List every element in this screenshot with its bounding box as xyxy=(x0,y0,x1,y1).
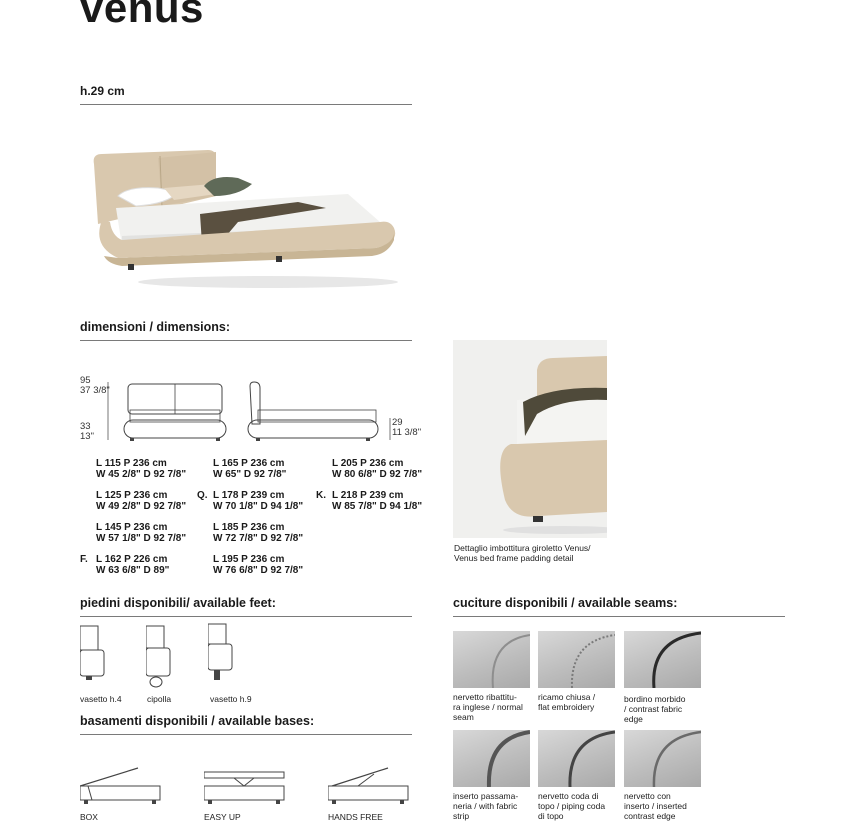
size-mark: K. xyxy=(316,490,326,501)
size-mark: Q. xyxy=(197,490,208,501)
seam-contrast-edge-image xyxy=(624,631,701,688)
seam-fabric-strip-image xyxy=(453,730,530,787)
detail-caption: Dettaglio imbottitura giroletto Venus/ Venus bed frame padding detail xyxy=(454,543,591,563)
size-entry: L 115 P 236 cm W 45 2/8" D 92 7/8" xyxy=(96,458,187,480)
foot-label: vasetto h.4 xyxy=(80,694,122,704)
divider xyxy=(80,340,412,341)
dimension-diagram xyxy=(100,376,392,448)
seam-label: ricamo chiusa / flat embroidery xyxy=(538,692,596,712)
seam-inserted-contrast-image xyxy=(624,730,701,787)
divider xyxy=(80,616,412,617)
size-entry: L 218 P 239 cm W 85 7/8" D 94 1/8" xyxy=(332,490,423,512)
dimensions-heading: dimensioni / dimensions: xyxy=(80,320,231,334)
seam-label: nervetto con inserto / inserted contrast edge xyxy=(624,791,687,821)
foot-vasetto-h4-icon xyxy=(80,624,110,688)
product-title: venus xyxy=(80,0,204,31)
bases-heading: basamenti disponibili / available bases: xyxy=(80,714,315,728)
seam-label: bordino morbido / contrast fabric edge xyxy=(624,694,686,724)
foot-label: vasetto h.9 xyxy=(210,694,252,704)
seam-normal-image xyxy=(453,631,530,688)
size-entry: L 195 P 236 cm W 76 6/8" D 92 7/8" xyxy=(213,554,304,576)
divider xyxy=(453,616,785,617)
seam-flat-embroidery-image xyxy=(538,631,615,688)
frame-detail-image xyxy=(453,340,607,538)
size-mark: F. xyxy=(80,554,88,565)
size-entry: L 125 P 236 cm W 49 2/8" D 92 7/8" xyxy=(96,490,187,512)
divider xyxy=(80,734,412,735)
size-entry: L 205 P 236 cm W 80 6/8" D 92 7/8" xyxy=(332,458,423,480)
seams-heading: cuciture disponibili / available seams: xyxy=(453,596,678,610)
base-label: HANDS FREE xyxy=(328,812,383,822)
divider xyxy=(80,104,412,105)
size-entry: L 145 P 236 cm W 57 1/8" D 92 7/8" xyxy=(96,522,187,544)
height-total-in: 37 3/8" xyxy=(80,385,110,396)
seam-piping-coda-image xyxy=(538,730,615,787)
height-total-cm: 95 xyxy=(80,375,91,386)
size-entry: L 185 P 236 cm W 72 7/8" D 92 7/8" xyxy=(213,522,304,544)
size-entry: L 165 P 236 cm W 65" D 92 7/8" xyxy=(213,458,287,480)
seam-label: nervetto coda di topo / piping coda di topo xyxy=(538,791,606,821)
feet-heading: piedini disponibili/ available feet: xyxy=(80,596,276,610)
foot-vasetto-h9-icon xyxy=(208,622,238,690)
base-label: BOX xyxy=(80,812,98,822)
bed-product-image xyxy=(88,136,408,296)
size-entry: L 178 P 239 cm W 70 1/8" D 94 1/8" xyxy=(213,490,304,512)
height-frame-cm: 33 xyxy=(80,421,91,432)
base-label: EASY UP xyxy=(204,812,241,822)
size-entry: L 162 P 226 cm W 63 6/8" D 89" xyxy=(96,554,170,576)
height-side-cm: 29 xyxy=(392,417,403,428)
foot-cipolla-icon xyxy=(146,624,176,692)
base-box-icon xyxy=(80,766,164,806)
base-hands-free-icon xyxy=(328,766,412,806)
height-side-in: 11 3/8" xyxy=(392,427,422,438)
seam-label: inserto passama- neria / with fabric strip xyxy=(453,791,519,821)
height-label: h.29 cm xyxy=(80,84,125,98)
seam-label: nervetto ribattitu- ra inglese / normal seam xyxy=(453,692,523,722)
height-frame-in: 13" xyxy=(80,431,94,442)
foot-label: cipolla xyxy=(147,694,172,704)
base-easy-up-icon xyxy=(204,770,288,806)
